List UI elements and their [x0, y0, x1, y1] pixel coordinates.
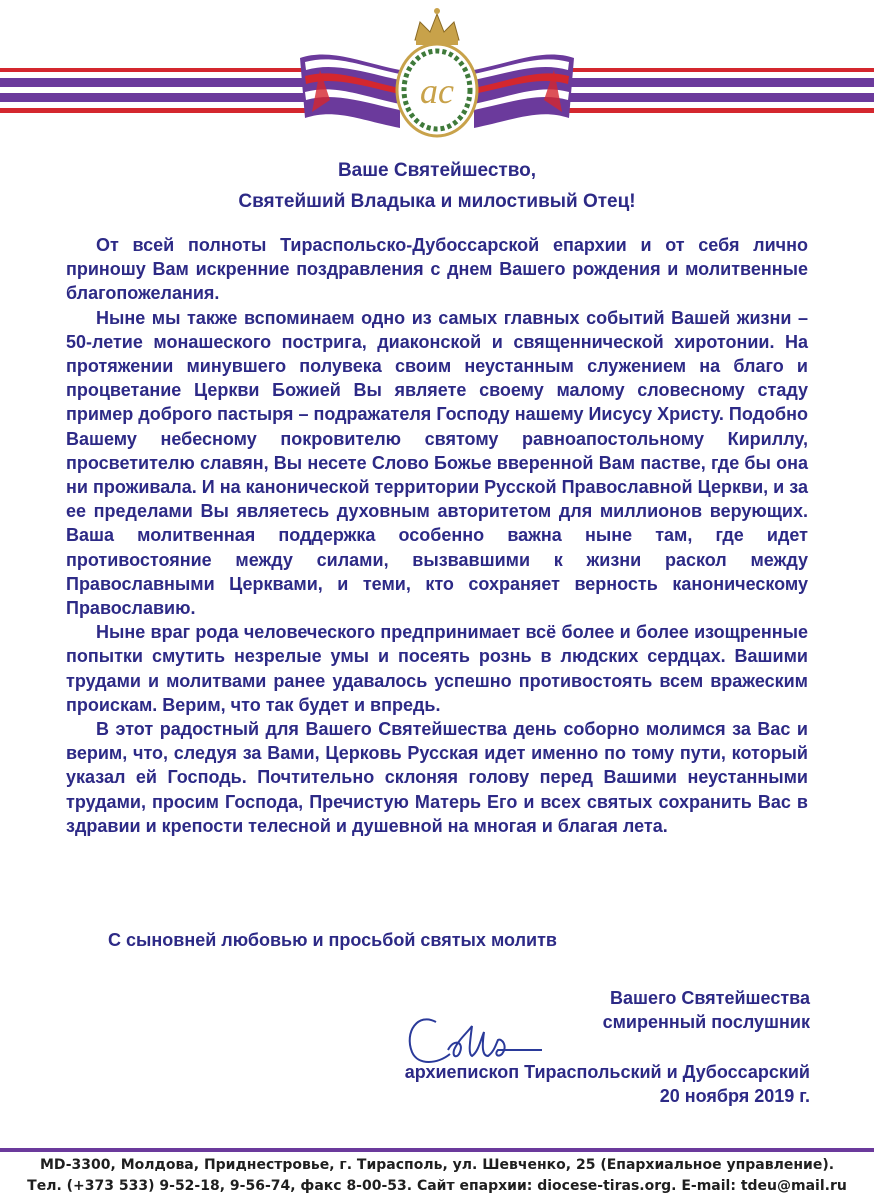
- salutation: [0, 155, 874, 217]
- ribbon-right: [474, 55, 574, 128]
- footer: [0, 1155, 874, 1197]
- letter-body: [66, 233, 808, 838]
- salutation-line-2: Святейший Владыка и милостивый Отец!: [238, 191, 636, 212]
- salutation-line-1: Ваше Святейшество,: [337, 160, 537, 181]
- letterhead: [0, 0, 874, 150]
- ribbon-left: [300, 55, 400, 128]
- paragraph-3: Ныне враг рода человеческого предпринимает всё более и более изощренные попытки смутить незрелые умы и посеять рознь в людских сердцах. Вашими трудами и молитвами ранее удавалось успешно противостоять всем вражеским проискам. Верим, что так будет и впредь.: [66, 622, 808, 715]
- paragraph-1: От всей полноты Тираспольско-Дубоссарской епархии и от себя лично приношу Вам искренние поздравления с днем Вашего рождения и молитвенные благопожелания.: [66, 235, 808, 304]
- signature-block: [390, 986, 810, 1108]
- footer-address: MD-3300, Молдова, Приднестровье, г. Тирасполь, ул. Шевченко, 25 (Епархиальное управление).: [39, 1157, 835, 1173]
- crown-monogram-emblem: [397, 8, 477, 136]
- footer-divider: [0, 1148, 874, 1152]
- ribbon-banner: [0, 0, 874, 150]
- signature-line-2: смиренный послушник: [602, 1012, 810, 1032]
- monogram-text: ac: [420, 71, 454, 111]
- closing-phrase: С сыновней любовью и просьбой святых молитв: [108, 930, 557, 950]
- paragraph-4: В этот радостный для Вашего Святейшества день соборно молимся за Вас и верим, что, следуя за Вами, Церковь Русская идет именно по тому пути, который указал ей Господь. Почтительно склоняя голову перед Вашими неустанными трудами, просим Господа, Пречистую Матерь Его и всех святых сохранить Вас в здравии и крепости телесной и душевной на многая и благая лета.: [66, 719, 808, 836]
- right-stripes: [524, 68, 874, 113]
- paragraph-2: Ныне мы также вспоминаем одно из самых главных событий Вашей жизни – 50-летие монашеского пострига, диаконской и священнической хиротонии. На протяжении минувшего полувека своим неустанным служением на благо и процветание Церкви Божией Вы являете своему малому словесному стаду пример доброго пастыря – подражателя Господу нашему Иисусу Христу. Подобно Вашему небесному покровителю святому равноапостольному Кириллу, просветителю славян, Вы несете Слово Божье вверенной Вам пастве, где бы она ни проживала. И на канонической территории Русской Православной Церкви, и за ее пределами Вы являетесь духовным авторитетом для миллионов верующих. Ваша молитвенная поддержка особенно важна ныне там, где идет противостояние между силами, вызвавшими к жизни раскол между Православными Церквами, и теми, кто сохраняет верность каноническому Православию.: [66, 307, 808, 619]
- footer-contacts: Тел. (+373 533) 9-52-18, 9-56-74, факс 8-00-53. Сайт епархии: diocese-tiras.org. E-mail: tdeu@mail.ru: [27, 1178, 847, 1194]
- signature-line-1: Вашего Святейшества: [610, 988, 810, 1008]
- signatory-title: архиепископ Тираспольский и Дубоссарский: [404, 1062, 810, 1082]
- letter-date: 20 ноября 2019 г.: [659, 1086, 810, 1106]
- left-stripes: [0, 68, 350, 113]
